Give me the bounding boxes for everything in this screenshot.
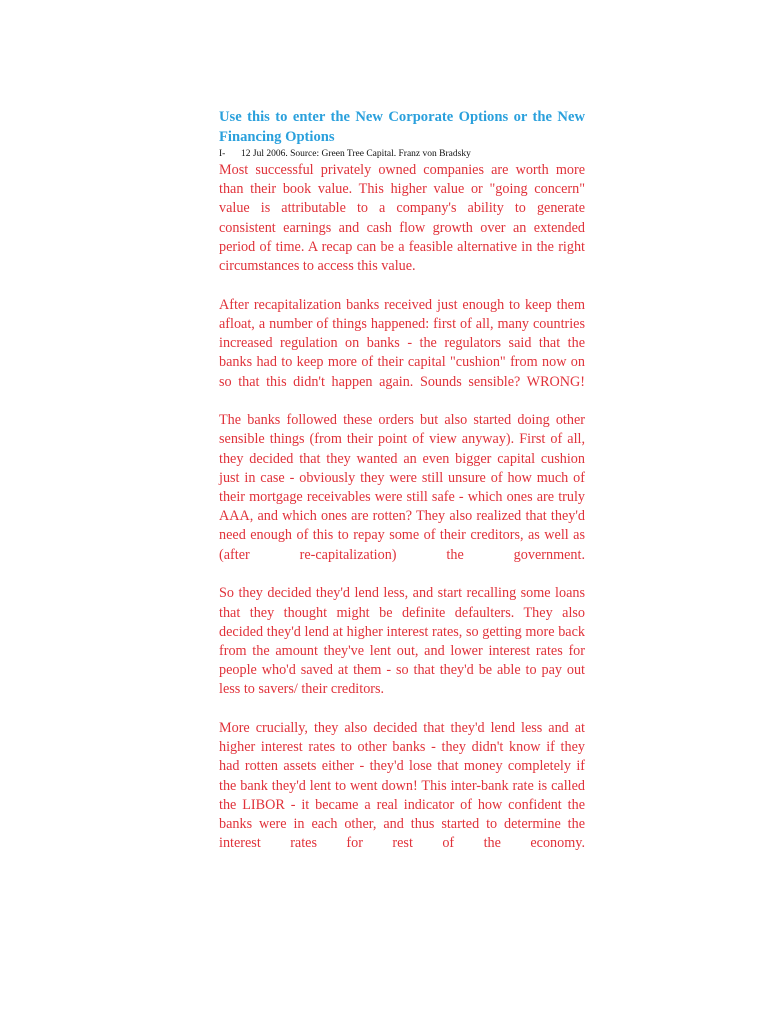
- document-title: Use this to enter the New Corporate Options or the New Financing Options: [219, 109, 585, 145]
- paragraph-2: After recapitalization banks received just enough to keep them afloat, a number of things happened: first of all, many countries increased regulation on banks - the regulators said that the banks had to keep more of their capital "cushion" from now on so that this didn't happen again. Sounds sensible? WRONG!: [219, 296, 585, 390]
- paragraph-5: More crucially, they also decided that they'd lend less and at higher interest rates to other banks - they didn't know if they had rotten assets either - they'd lose that money completely if the bank they'd lent to went down! This inter-bank rate is called the LIBOR - it became a real indicator of how confident the banks were in each other, and thus started to determine the interest rates for rest of the economy.: [219, 720, 585, 852]
- paragraph-4: So they decided they'd lend less, and start recalling some loans that they thought might be definite defaulters. They also decided they'd lend at higher interest rates, so getting more back from the amount they've lent out, and lower interest rates for people who'd saved at them - so that they'd be able to pay out less to savers/ their creditors.: [219, 585, 585, 698]
- source-line: [219, 148, 585, 160]
- source-marker: I-: [219, 149, 226, 159]
- paragraph-1: Most successful privately owned companies are worth more than their book value. This higher value or "going concern" value is attributable to a company's ability to generate consistent earnings and cash flow growth over an extended period of time. A recap can be a feasible alternative in the right circumstances to access this value.: [219, 162, 585, 275]
- source-text: 12 Jul 2006. Source: Green Tree Capital. Franz von Bradsky: [241, 149, 471, 159]
- paragraph-3: The banks followed these orders but also started doing other sensible things (from their point of view anyway). First of all, they decided that they wanted an even bigger capital cushion just in case - obviously they were still unsure of how much of their mortgage receivables were still safe - which ones are truly AAA, and which ones are rotten? They also realized that they'd need enough of this to repay some of their creditors, as well as (after re-capitalization) the government.: [219, 412, 585, 563]
- document-body: [219, 107, 585, 854]
